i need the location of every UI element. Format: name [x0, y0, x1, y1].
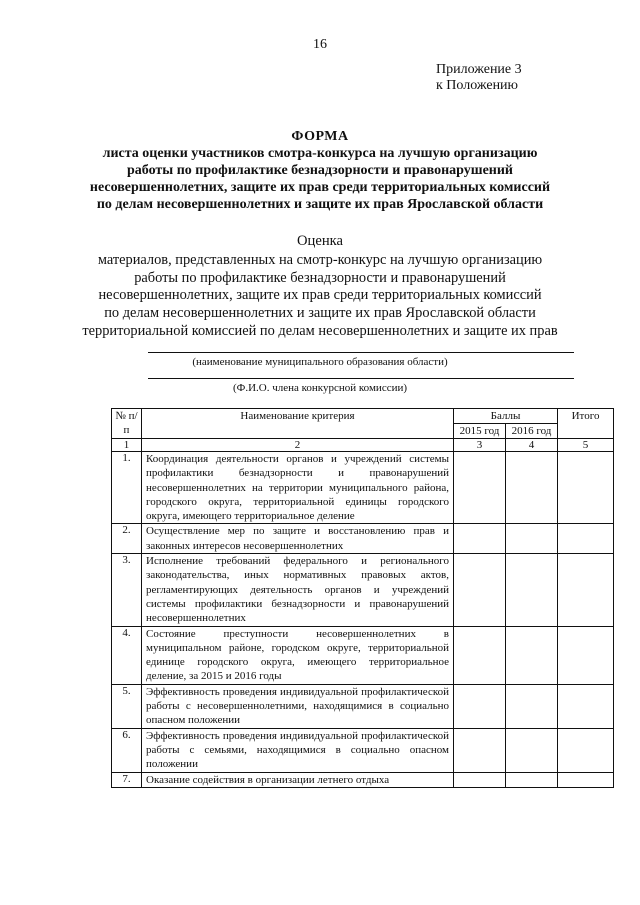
member-fill-line[interactable]	[148, 378, 574, 379]
score-2016-cell[interactable]	[506, 452, 558, 524]
table-row	[112, 772, 614, 787]
column-number: 3	[454, 439, 506, 452]
score-2015-cell[interactable]	[454, 728, 506, 772]
table-row	[112, 626, 614, 684]
row-number: 2.	[112, 524, 142, 554]
assessment-line: материалов, представленных на смотр-конкурс на лучшую организацию	[97, 251, 543, 268]
row-number: 4.	[112, 626, 142, 684]
score-2015-cell[interactable]	[454, 684, 506, 728]
score-2016-cell[interactable]	[506, 524, 558, 554]
total-cell[interactable]	[558, 452, 614, 524]
score-2015-cell[interactable]	[454, 452, 506, 524]
header-criterion: Наименование критерия	[142, 409, 454, 439]
form-title: ФОРМА	[291, 129, 349, 144]
header-points: Баллы	[454, 409, 558, 424]
score-2016-cell[interactable]	[506, 728, 558, 772]
assessment-line: территориальной комиссией по делам несовершеннолетних и защите их прав	[82, 322, 558, 339]
score-2015-cell[interactable]	[454, 626, 506, 684]
appendix-reference	[436, 62, 522, 94]
criterion-text: Эффективность проведения индивидуальной профилактической работы с несовершеннолетними, находящимися в социально опасном положении	[142, 684, 454, 728]
form-subtitle-line: листа оценки участников смотра-конкурса на лучшую организацию	[102, 146, 538, 161]
appendix-line: к Положению	[436, 78, 519, 93]
column-number: 2	[142, 439, 454, 452]
total-cell[interactable]	[558, 684, 614, 728]
header-number: № п/п	[112, 409, 142, 439]
assessment-line: несовершеннолетних, защите их прав среди территориальных комиссий	[98, 287, 542, 304]
row-number: 7.	[112, 772, 142, 787]
table-row	[112, 728, 614, 772]
total-cell[interactable]	[558, 554, 614, 626]
municipality-caption: (наименование муниципального образования области)	[192, 356, 448, 368]
table-row	[112, 452, 614, 524]
score-2016-cell[interactable]	[506, 684, 558, 728]
column-number: 1	[112, 439, 142, 452]
form-subtitle-line: несовершеннолетних, защите их прав среди территориальных комиссий	[89, 180, 551, 195]
appendix-line: Приложение 3	[436, 62, 522, 77]
table-header-row	[112, 409, 614, 424]
member-caption: (Ф.И.О. члена конкурсной комиссии)	[232, 382, 408, 394]
column-number-row	[112, 439, 614, 452]
row-number: 3.	[112, 554, 142, 626]
column-number: 4	[506, 439, 558, 452]
table-row	[112, 684, 614, 728]
total-cell[interactable]	[558, 626, 614, 684]
column-number: 5	[558, 439, 614, 452]
form-subtitle-line: по делам несовершеннолетних и защите их прав Ярославской области	[96, 197, 544, 212]
assessment-word: Оценка	[297, 233, 343, 249]
criterion-text: Координация деятельности органов и учреждений системы профилактики безнадзорности и правонарушений несовершеннолетних на территории муниципального района, городского округа, территориальной единицы городского округа, имеющего территориальное деление	[142, 452, 454, 524]
total-cell[interactable]	[558, 772, 614, 787]
score-2015-cell[interactable]	[454, 772, 506, 787]
score-2015-cell[interactable]	[454, 524, 506, 554]
assessment-heading	[0, 233, 640, 341]
municipality-fill-line[interactable]	[148, 352, 574, 353]
header-year-2016: 2016 год	[506, 424, 558, 439]
header-total: Итого	[558, 409, 614, 439]
total-cell[interactable]	[558, 524, 614, 554]
table-row	[112, 554, 614, 626]
criterion-text: Состояние преступности несовершеннолетних в муниципальном районе, городском округе, территориальной единице городского округа, имеющего территориальное деление, за 2015 и 2016 годы	[142, 626, 454, 684]
total-cell[interactable]	[558, 728, 614, 772]
criteria-table	[111, 408, 614, 788]
criterion-text: Исполнение требований федерального и регионального законодательства, иных нормативных правовых актов, регламентирующих деятельность органов и учреждений системы профилактики безнадзорности и правонарушений несовершеннолетних	[142, 554, 454, 626]
criterion-text: Осуществление мер по защите и восстановлению прав и законных интересов несовершеннолетних	[142, 524, 454, 554]
assessment-line: работы по профилактике безнадзорности и правонарушений	[134, 269, 506, 286]
criterion-text: Оказание содействия в организации летнего отдыха	[142, 772, 454, 787]
form-subtitle-line: работы по профилактике безнадзорности и правонарушений	[126, 163, 513, 178]
row-number: 5.	[112, 684, 142, 728]
header-year-2015: 2015 год	[454, 424, 506, 439]
page-number: 16	[313, 37, 327, 52]
table-row	[112, 524, 614, 554]
criterion-text: Эффективность проведения индивидуальной профилактической работы с семьями, находящимися в социально опасном положении	[142, 728, 454, 772]
row-number: 1.	[112, 452, 142, 524]
score-2016-cell[interactable]	[506, 554, 558, 626]
row-number: 6.	[112, 728, 142, 772]
assessment-line: по делам несовершеннолетних и защите их прав Ярославской области	[104, 305, 536, 322]
form-heading	[0, 128, 640, 213]
score-2015-cell[interactable]	[454, 554, 506, 626]
score-2016-cell[interactable]	[506, 626, 558, 684]
score-2016-cell[interactable]	[506, 772, 558, 787]
